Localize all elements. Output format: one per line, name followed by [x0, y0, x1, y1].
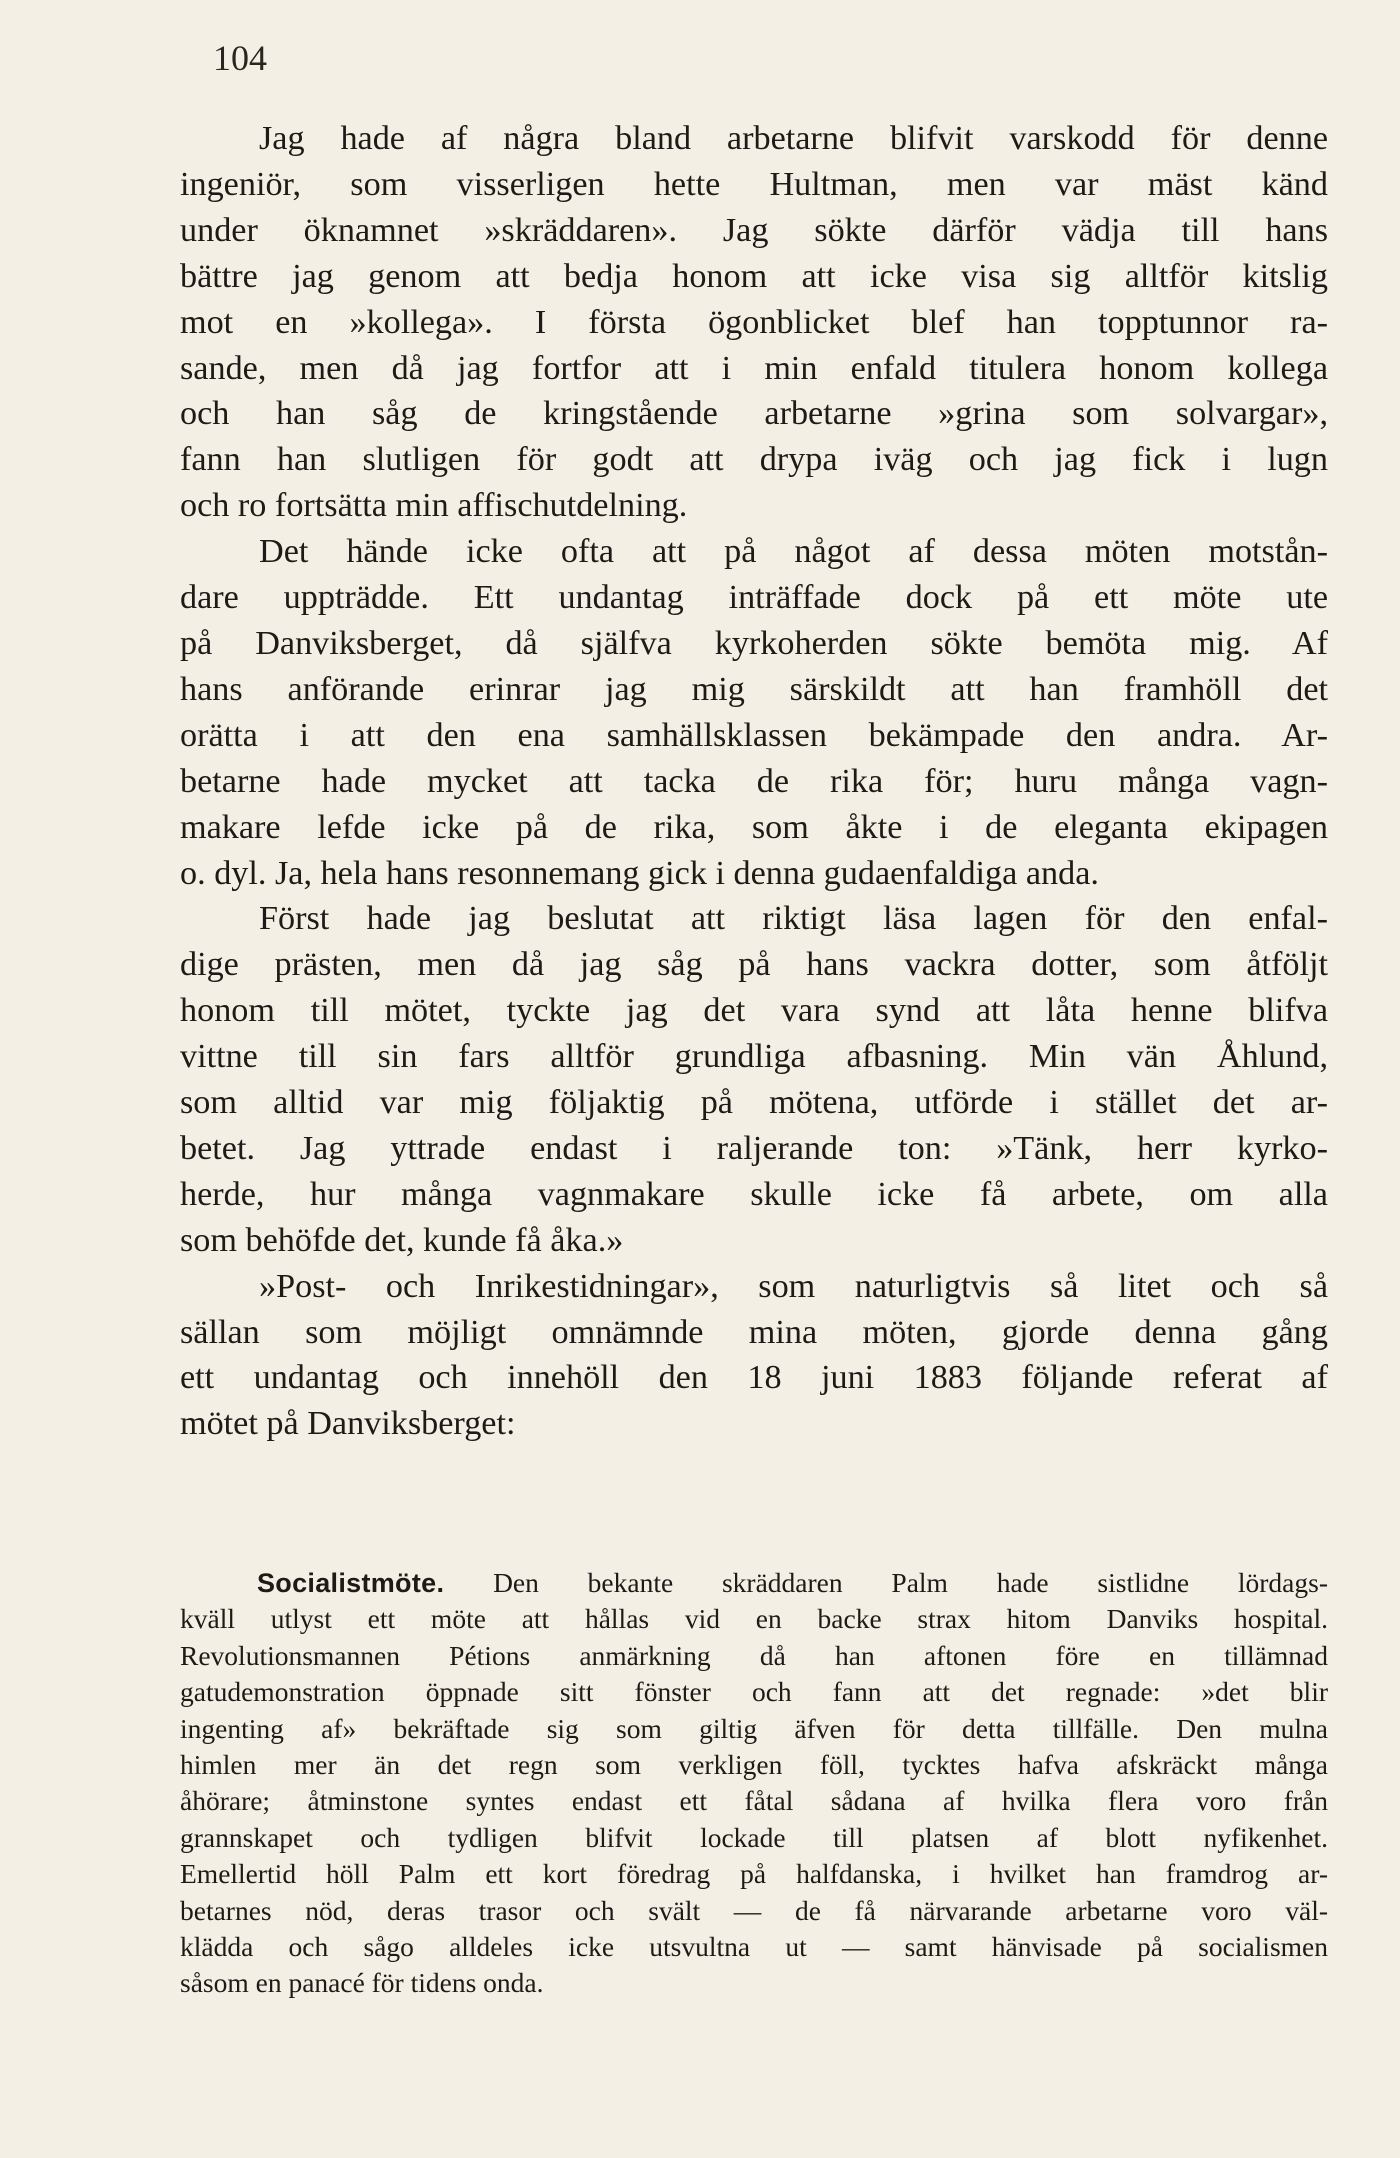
- text-line: på Danviksberget, då själfva kyrkoherden sökte bemöta mig. Af: [180, 624, 1328, 662]
- text-line: och ro fortsätta min affischutdelning.: [180, 487, 688, 525]
- text-line: hans anförande erinrar jag mig särskildt att han framhöll det: [180, 670, 1328, 708]
- text-line: som alltid var mig följaktig på mötena, utförde i stället det ar-: [180, 1084, 1328, 1122]
- text-line: Jag hade af några bland arbetarne blifvit varskodd för denne: [259, 120, 1328, 157]
- text-line: ett undantag och innehöll den 18 juni 1883 följande referat af: [180, 1359, 1328, 1397]
- text-line: mötet på Danviksberget:: [180, 1405, 516, 1443]
- quote-line: Emellertid höll Palm ett kort föredrag på halfdanska, i hvilket han framdrog ar-: [180, 1858, 1328, 1890]
- text-line: vittne till sin fars alltför grundliga afbasning. Min vän Åhlund,: [180, 1038, 1328, 1076]
- quote-line: himlen mer än det regn som verkligen föll, tycktes hafva afskräckt många: [180, 1749, 1328, 1781]
- text-line: under öknamnet »skräddaren». Jag sökte därför vädja till hans: [180, 211, 1328, 249]
- text-line: ingeniör, som visserligen hette Hultman, men var mäst känd: [180, 165, 1328, 203]
- text-line: makare lefde icke på de rika, som åkte i de eleganta ekipagen: [180, 808, 1328, 846]
- quote-line: såsom en panacé för tidens onda.: [180, 1967, 544, 1999]
- text-line: herde, hur många vagnmakare skulle icke få arbete, om alla: [180, 1175, 1328, 1213]
- quote-line: betarnes nöd, deras trasor och svält — de få närvarande arbetarne voro väl-: [180, 1894, 1328, 1926]
- text-line: bättre jag genom att bedja honom att icke visa sig alltför kitslig: [180, 257, 1328, 295]
- paragraph: [180, 1264, 1328, 1448]
- text-line: honom till mötet, tyckte jag det vara synd att låta henne blifva: [180, 992, 1328, 1030]
- text-line: orätta i att den ena samhällsklassen bekämpade den andra. Ar-: [180, 716, 1328, 754]
- paragraph: [180, 529, 1328, 896]
- quoted-newspaper-report: [180, 1565, 1328, 2002]
- text-line: betet. Jag yttrade endast i raljerande ton: »Tänk, herr kyrko-: [180, 1129, 1328, 1167]
- quote-line: grannskapet och tydligen blifvit lockade till platsen af blott nyfikenhet.: [180, 1821, 1328, 1853]
- text-line: »Post- och Inrikestidningar», som naturligtvis så litet och så: [259, 1267, 1328, 1305]
- quote-line: kväll utlyst ett möte att hållas vid en backe strax hitom Danviks hospital.: [180, 1603, 1328, 1635]
- text-line: dige prästen, men då jag såg på hans vackra dotter, som åtföljt: [180, 946, 1328, 984]
- text-line: betarne hade mycket att tacka de rika för; huru många vagn-: [180, 762, 1328, 800]
- text-line: sande, men då jag fortfor att i min enfald titulera honom kollega: [180, 349, 1328, 387]
- quote-line: gatudemonstration öppnade sitt fönster och fann att det regnade: »det blir: [180, 1676, 1328, 1708]
- text-line: sällan som möjligt omnämnde mina möten, gjorde denna gång: [180, 1313, 1328, 1351]
- text-line: och han såg de kringstående arbetarne »grina som solvargar»,: [180, 395, 1328, 433]
- text-line: o. dyl. Ja, hela hans resonnemang gick i denna gudaenfaldiga anda.: [180, 854, 1099, 892]
- text-line: mot en »kollega». I första ögonblicket blef han topptunnor ra-: [180, 303, 1328, 341]
- quote-line: Revolutionsmannen Pétions anmärkning då han aftonen före en tillämnad: [180, 1639, 1328, 1671]
- quote-line: ingenting af» bekräftade sig som giltig äfven för detta tillfälle. Den mulna: [180, 1712, 1328, 1744]
- report-heading: Socialistmöte.: [257, 1568, 445, 1598]
- text-line: fann han slutligen för godt att drypa iväg och jag fick i lugn: [180, 441, 1328, 479]
- page-number: 104: [213, 38, 267, 78]
- paragraph: [180, 896, 1328, 1263]
- text-line: Först hade jag beslutat att riktigt läsa lagen för den enfal-: [259, 900, 1328, 938]
- quote-line: åhörare; åtminstone syntes endast ett fåtal sådana af hvilka flera voro från: [180, 1785, 1328, 1817]
- paragraph: [180, 116, 1328, 529]
- quote-line: klädda och sågo alldeles icke utsvultna ut — samt hänvisade på socialismen: [180, 1931, 1328, 1963]
- body-text: [180, 116, 1328, 1447]
- text-line: Det hände icke ofta att på något af dessa möten motstån-: [259, 533, 1328, 571]
- quote-line: [180, 1565, 1328, 1601]
- quote-first-line-text: Den bekante skräddaren Palm hade sistlidne lördags-: [493, 1567, 1329, 1598]
- text-line: dare uppträdde. Ett undantag inträffade dock på ett möte ute: [180, 579, 1328, 617]
- text-line: som behöfde det, kunde få åka.»: [180, 1221, 624, 1259]
